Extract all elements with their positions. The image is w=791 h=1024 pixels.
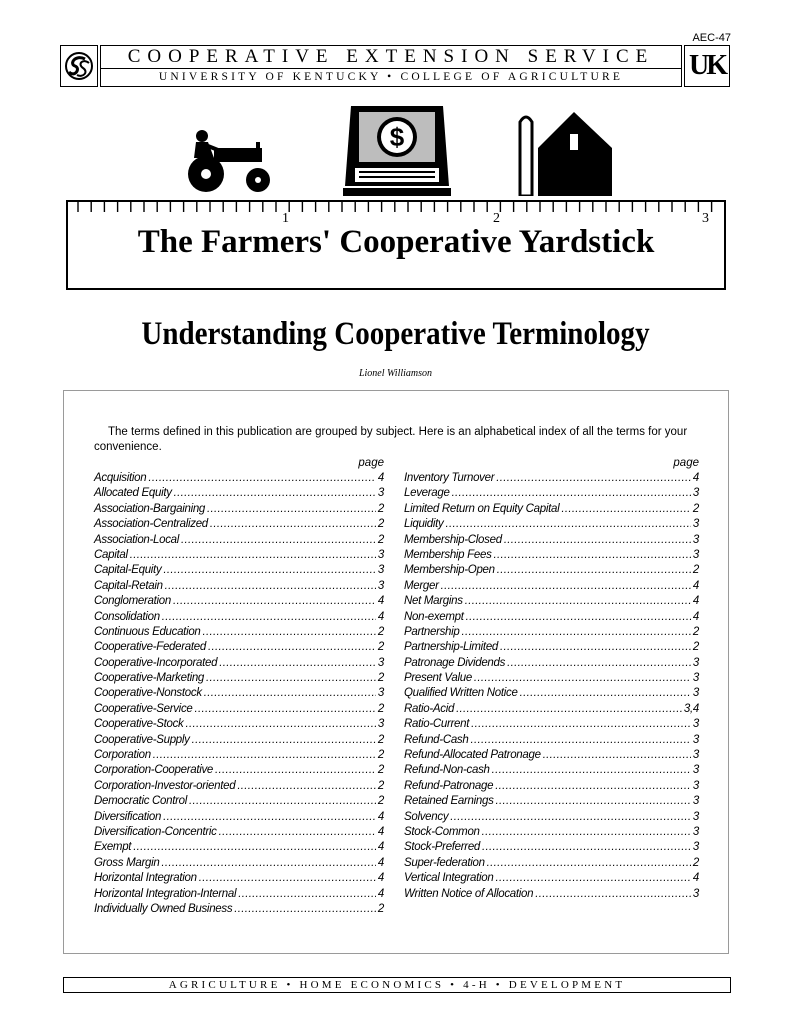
index-page-number: 3 (692, 810, 699, 823)
index-term: Diversification (94, 810, 162, 823)
index-column-right (404, 455, 699, 902)
index-term: Refund-Non-cash (404, 764, 490, 777)
index-page-number: 3 (692, 764, 699, 777)
index-term: Consolidation (94, 610, 160, 623)
dot-leader (520, 686, 691, 701)
index-entry (94, 717, 384, 732)
dot-leader (507, 656, 691, 671)
index-entry (404, 640, 699, 655)
index-page-number: 4 (692, 472, 699, 484)
dot-leader (207, 502, 376, 517)
index-entry (404, 810, 699, 825)
index-page-number: 2 (377, 779, 384, 792)
ruler-mark-3: 3 (702, 211, 709, 224)
index-entry (404, 887, 699, 902)
index-page-number: 4 (692, 872, 699, 885)
index-page-number: 3 (692, 487, 699, 500)
index-page-number: 4 (377, 856, 384, 869)
index-entry (94, 671, 384, 686)
index-term: Net Margins (404, 595, 463, 608)
index-term: Limited Return on Equity Capital (404, 502, 560, 515)
dot-leader (452, 486, 691, 501)
yardstick-frame (66, 200, 726, 290)
index-term: Association-Local (94, 533, 180, 546)
index-term: Conglomeration (94, 595, 171, 608)
dot-leader (189, 794, 376, 809)
dot-leader (203, 625, 376, 640)
ces-logo-icon (60, 45, 98, 87)
index-term: Leverage (404, 487, 450, 500)
ruler-mark-2: 2 (493, 211, 500, 224)
index-term: Individually Owned Business (94, 902, 233, 915)
dot-leader (441, 579, 691, 594)
index-page-number: 3,4 (683, 702, 699, 715)
index-page-number: 3 (692, 718, 699, 731)
index-term: Cooperative-Stock (94, 718, 184, 731)
banner-line-1: COOPERATIVE EXTENSION SERVICE (101, 46, 681, 69)
index-entry (94, 579, 384, 594)
index-page-number: 3 (377, 687, 384, 700)
index-term: Diversification-Concentric (94, 825, 217, 838)
dot-leader (487, 856, 691, 871)
index-page-number: 2 (692, 564, 699, 577)
index-entry (94, 887, 384, 902)
dot-leader (210, 517, 376, 532)
index-term: Cooperative-Marketing (94, 672, 205, 685)
index-term: Stock-Common (404, 825, 480, 838)
index-entry (94, 825, 384, 840)
dot-leader (495, 871, 690, 886)
index-term: Stock-Preferred (404, 841, 481, 854)
index-entry (94, 840, 384, 855)
dot-leader (186, 717, 376, 732)
dot-leader (500, 640, 691, 655)
dot-leader (496, 794, 691, 809)
dot-leader (181, 533, 376, 548)
dot-leader (215, 763, 376, 778)
index-page-number: 3 (692, 887, 699, 900)
uk-logo: UK (684, 45, 730, 87)
index-entry (404, 840, 699, 855)
page-column-heading: page (673, 457, 699, 469)
index-term: Corporation-Investor-oriented (94, 779, 236, 792)
index-entry (94, 563, 384, 578)
dot-leader (204, 686, 376, 701)
index-entry (404, 471, 699, 486)
page-title: Understanding Cooperative Terminology (141, 316, 650, 352)
dot-leader (219, 656, 376, 671)
index-page-number: 3 (692, 518, 699, 531)
dot-leader (234, 902, 376, 917)
index-page-number: 4 (377, 595, 384, 608)
index-term: Refund-Cash (404, 733, 469, 746)
index-term: Retained Earnings (404, 795, 494, 808)
dot-leader (165, 579, 376, 594)
index-entry (404, 517, 699, 532)
index-entry (94, 471, 384, 486)
index-entry (94, 640, 384, 655)
ruler-mark-1: 1 (282, 211, 289, 224)
dot-leader (497, 563, 691, 578)
index-page-number: 2 (692, 625, 699, 638)
index-entry (404, 856, 699, 871)
index-page-number: 3 (377, 579, 384, 592)
dot-leader (208, 640, 376, 655)
index-term: Membership-Closed (404, 533, 502, 546)
index-entry (94, 486, 384, 501)
index-page-number: 3 (377, 564, 384, 577)
index-entry (94, 533, 384, 548)
index-page-number: 2 (377, 641, 384, 654)
index-entry (404, 794, 699, 809)
index-page-number: 4 (377, 841, 384, 854)
index-entry (94, 810, 384, 825)
dot-leader (219, 825, 376, 840)
index-term: Acquisition (94, 472, 147, 484)
index-page-number: 2 (377, 518, 384, 531)
index-term: Solvency (404, 810, 449, 823)
dot-leader (496, 471, 691, 486)
index-term: Partnership (404, 625, 460, 638)
index-term: Association-Bargaining (94, 502, 206, 515)
index-term: Ratio-Current (404, 718, 470, 731)
index-entry (94, 733, 384, 748)
index-page-number: 2 (692, 641, 699, 654)
index-term: Non-exempt (404, 610, 464, 623)
tractor-icon (184, 128, 274, 196)
index-entry (94, 517, 384, 532)
dot-leader (192, 733, 376, 748)
dot-leader (466, 610, 691, 625)
dot-leader (492, 763, 691, 778)
index-term: Continuous Education (94, 625, 201, 638)
dot-leader (148, 471, 376, 486)
index-term: Capital-Equity (94, 564, 162, 577)
index-entry (404, 579, 699, 594)
index-page-number: 2 (377, 625, 384, 638)
index-page-number: 3 (377, 548, 384, 561)
index-term: Corporation (94, 749, 151, 762)
index-entry (94, 794, 384, 809)
index-entry (404, 656, 699, 671)
dot-leader (133, 840, 376, 855)
extension-service-banner (60, 45, 730, 87)
index-page-number: 3 (377, 656, 384, 669)
index-term: Cooperative-Incorporated (94, 656, 218, 669)
index-term: Ratio-Acid (404, 702, 455, 715)
index-page-number: 4 (377, 810, 384, 823)
dot-leader (153, 748, 376, 763)
index-term: Cooperative-Nonstock (94, 687, 202, 700)
index-term: Membership Fees (404, 548, 492, 561)
index-page-number: 2 (377, 749, 384, 762)
index-page-number: 4 (377, 610, 384, 623)
index-page-number: 4 (377, 825, 384, 838)
index-entry (94, 594, 384, 609)
index-entry (404, 594, 699, 609)
index-page-number: 3 (692, 841, 699, 854)
index-entry (404, 686, 699, 701)
index-page-number: 2 (377, 795, 384, 808)
index-page-number: 3 (692, 795, 699, 808)
index-term: Capital-Retain (94, 579, 163, 592)
index-term: Cooperative-Supply (94, 733, 190, 746)
index-term: Corporation-Cooperative (94, 764, 214, 777)
index-term: Inventory Turnover (404, 472, 495, 484)
index-term: Written Notice of Allocation (404, 887, 534, 900)
index-page-number: 4 (692, 610, 699, 623)
index-entry (404, 502, 699, 517)
dot-leader (446, 517, 691, 532)
barn-silo-icon (516, 108, 614, 196)
dot-leader (535, 887, 691, 902)
index-entry (404, 733, 699, 748)
index-term: Democratic Control (94, 795, 188, 808)
index-term: Capital (94, 548, 128, 561)
index-page-number: 2 (692, 856, 699, 869)
index-entry (404, 763, 699, 778)
dot-leader (174, 486, 376, 501)
dot-leader (470, 733, 690, 748)
index-page-number: 3 (692, 548, 699, 561)
index-term: Patronage Dividends (404, 656, 506, 669)
index-term: Exempt (94, 841, 132, 854)
dot-leader (471, 717, 691, 732)
index-page-number: 4 (377, 872, 384, 885)
index-page-number: 3 (692, 825, 699, 838)
index-entry (404, 563, 699, 578)
index-page-number: 2 (377, 764, 384, 777)
index-term: Horizontal Integration-Internal (94, 887, 237, 900)
banner-text-block (100, 45, 682, 87)
index-entry (94, 902, 384, 917)
index-page-number: 3 (692, 749, 699, 762)
dot-leader (495, 779, 691, 794)
index-entry (94, 610, 384, 625)
index-term: Association-Centralized (94, 518, 208, 531)
dot-leader (195, 702, 376, 717)
dot-leader (561, 502, 691, 517)
dot-leader (450, 810, 691, 825)
dot-leader (206, 671, 376, 686)
index-term: Cooperative-Federated (94, 641, 206, 654)
dot-leader (543, 748, 691, 763)
index-entry (94, 748, 384, 763)
index-entry (404, 871, 699, 886)
index-entry (94, 548, 384, 563)
dot-leader (237, 779, 376, 794)
index-page-number: 3 (377, 487, 384, 500)
index-term: Allocated Equity (94, 487, 172, 500)
index-term: Horizontal Integration (94, 872, 197, 885)
banner-line-2: UNIVERSITY OF KENTUCKY • COLLEGE OF AGRICULTURE (158, 71, 624, 83)
index-page-number: 3 (692, 533, 699, 546)
dot-leader (465, 594, 691, 609)
yardstick-ruler (68, 200, 724, 224)
computer-dollar-icon (343, 104, 451, 196)
dot-leader (238, 887, 376, 902)
dot-leader (482, 825, 691, 840)
index-term: Qualified Written Notice (404, 687, 518, 700)
index-term: Cooperative-Service (94, 702, 193, 715)
index-column-left (94, 455, 384, 917)
index-page-number: 4 (377, 472, 384, 484)
dot-leader (504, 533, 691, 548)
index-term: Present Value (404, 672, 472, 685)
index-entry (94, 625, 384, 640)
index-entry (94, 702, 384, 717)
index-entry (94, 763, 384, 778)
footer-banner: AGRICULTURE • HOME ECONOMICS • 4-H • DEVELOPMENT (63, 977, 731, 993)
dot-leader (494, 548, 691, 563)
index-page-number: 4 (692, 579, 699, 592)
index-entry (94, 856, 384, 871)
index-entry (404, 671, 699, 686)
dot-leader (161, 856, 375, 871)
index-entry (404, 625, 699, 640)
index-page-number: 3 (692, 656, 699, 669)
dot-leader (163, 810, 376, 825)
index-entry (94, 502, 384, 517)
term-index-box (63, 390, 729, 954)
index-entry (404, 486, 699, 501)
dot-leader (456, 702, 682, 717)
dot-leader (163, 563, 376, 578)
index-term: Vertical Integration (404, 872, 494, 885)
index-term: Partnership-Limited (404, 641, 499, 654)
index-term: Membership-Open (404, 564, 495, 577)
index-intro: The terms defined in this publication are grouped by subject. Here is an alphabetical index of all the terms for your convenience. (94, 426, 688, 453)
index-page-number: 3 (692, 687, 699, 700)
index-entry (404, 717, 699, 732)
index-entry (404, 702, 699, 717)
document-code: AEC-47 (692, 32, 731, 44)
page-column-heading: page (358, 457, 384, 469)
index-term: Super-federation (404, 856, 485, 869)
index-page-number: 2 (377, 533, 384, 546)
index-page-number: 3 (692, 733, 699, 746)
index-term: Refund-Allocated Patronage (404, 749, 541, 762)
index-entry (404, 748, 699, 763)
yardstick-title: The Farmers' Cooperative Yardstick (137, 224, 655, 260)
dot-leader (199, 871, 376, 886)
author: Lionel Williamson (358, 368, 433, 379)
index-page-number: 2 (692, 502, 699, 515)
index-page-number: 2 (377, 502, 384, 515)
dot-leader (462, 625, 691, 640)
index-term: Refund-Patronage (404, 779, 494, 792)
index-entry (404, 610, 699, 625)
index-term: Liquidity (404, 518, 444, 531)
index-entry (404, 533, 699, 548)
index-entry (94, 871, 384, 886)
index-page-number: 3 (692, 672, 699, 685)
index-entry (404, 548, 699, 563)
index-entry (404, 825, 699, 840)
index-page-number: 4 (377, 887, 384, 900)
index-entry (94, 656, 384, 671)
index-page-number: 2 (377, 902, 384, 915)
index-page-number: 3 (692, 779, 699, 792)
dot-leader (474, 671, 691, 686)
dot-leader (130, 548, 376, 563)
index-page-number: 2 (377, 702, 384, 715)
index-page-number: 3 (377, 718, 384, 731)
index-entry (404, 779, 699, 794)
index-entry (94, 686, 384, 701)
index-page-number: 2 (377, 672, 384, 685)
index-page-number: 4 (692, 595, 699, 608)
index-term: Merger (404, 579, 439, 592)
svg-text:$: $ (389, 122, 405, 152)
dot-leader (482, 840, 691, 855)
index-page-number: 2 (377, 733, 384, 746)
dot-leader (162, 610, 376, 625)
index-term: Gross Margin (94, 856, 160, 869)
dot-leader (173, 594, 376, 609)
index-entry (94, 779, 384, 794)
